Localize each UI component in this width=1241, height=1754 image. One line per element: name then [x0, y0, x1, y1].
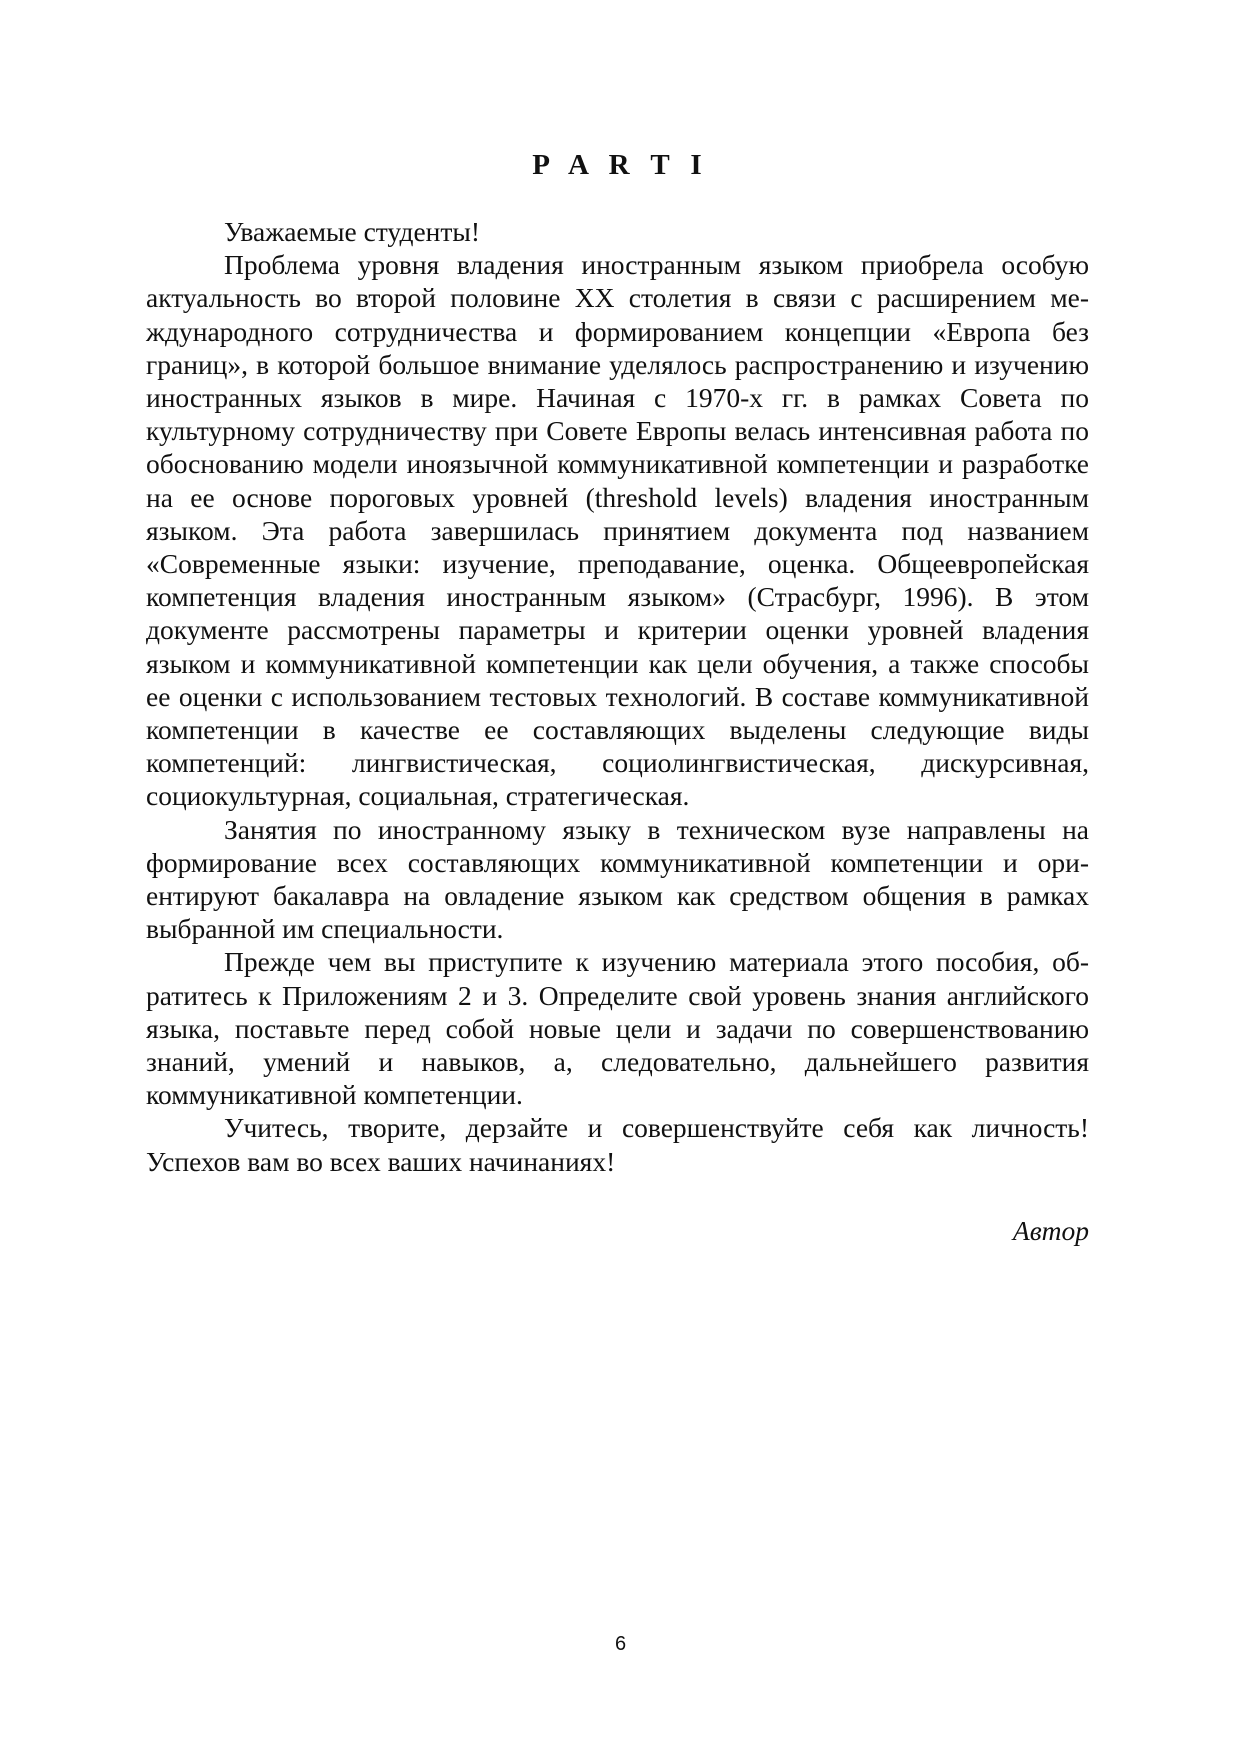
greeting-paragraph: Уважаемые студенты!	[224, 216, 481, 247]
body-paragraph: Проблема уровня владения иностранным языком приобрела особую актуальность во второй половине XX столетия в связи с расширением международного сотрудничества и формированием концепции «Европа без границ», в которой большое внимание уделялось распространению и изучению иностранных языков в мире. Начиная с 1970-х гг. в рамках Совета по культурному сотрудничеству при Совете Европы велась интенсивная работа по обоснованию модели иноязычной коммуникативной компетенции и разработке на ее основе пороговых уровней (threshold levels) владения иностранным языком. Эта работа завершилась принятием документа под названием «Современные языки: изучение, преподавание, оценка. Общеевропейская компетенция владения иностранным языком» (Страсбург, 1996). В этом документе рассмотрены параметры и критерии оценки уровней владения языком и коммуникативной компетенции как цели обучения, а также способы ее оценки с использованием тестовых технологий. В составе коммуникативной компетенции в качестве ее составляющих выделены следующие виды компетенций: лингвистическая, социолингвистическая, дискурсивная, социокультурная, социальная, стратегическая.	[146, 249, 1089, 812]
body-paragraph: Прежде чем вы приступите к изучению материала этого пособия, обратитесь к Приложениям 2 и 3. Определите свой уровень знания английского языка, поставьте перед собой новые цели и задачи по совершенствованию знаний, умений и навыков, а, следовательно, дальнейшего развития коммуникативной компетенции.	[146, 946, 1089, 1111]
body-paragraph: Занятия по иностранному языку в техническом вузе направлены на формирование всех составляющих коммуникативной компетенции и ориентируют бакалавра на овладение языком как средством общения в рамках выбранной им специальности.	[146, 813, 1089, 945]
closing-paragraph: Учитесь, творите, дерзайте и совершенствуйте себя как личность! Успехов вам во всех ваших начинаниях!	[146, 1112, 1089, 1177]
body-text	[146, 215, 1089, 1178]
author-signature: Автор	[1012, 1215, 1089, 1246]
part-heading: P A R T I	[532, 149, 709, 181]
page-number: 6	[614, 1633, 627, 1655]
